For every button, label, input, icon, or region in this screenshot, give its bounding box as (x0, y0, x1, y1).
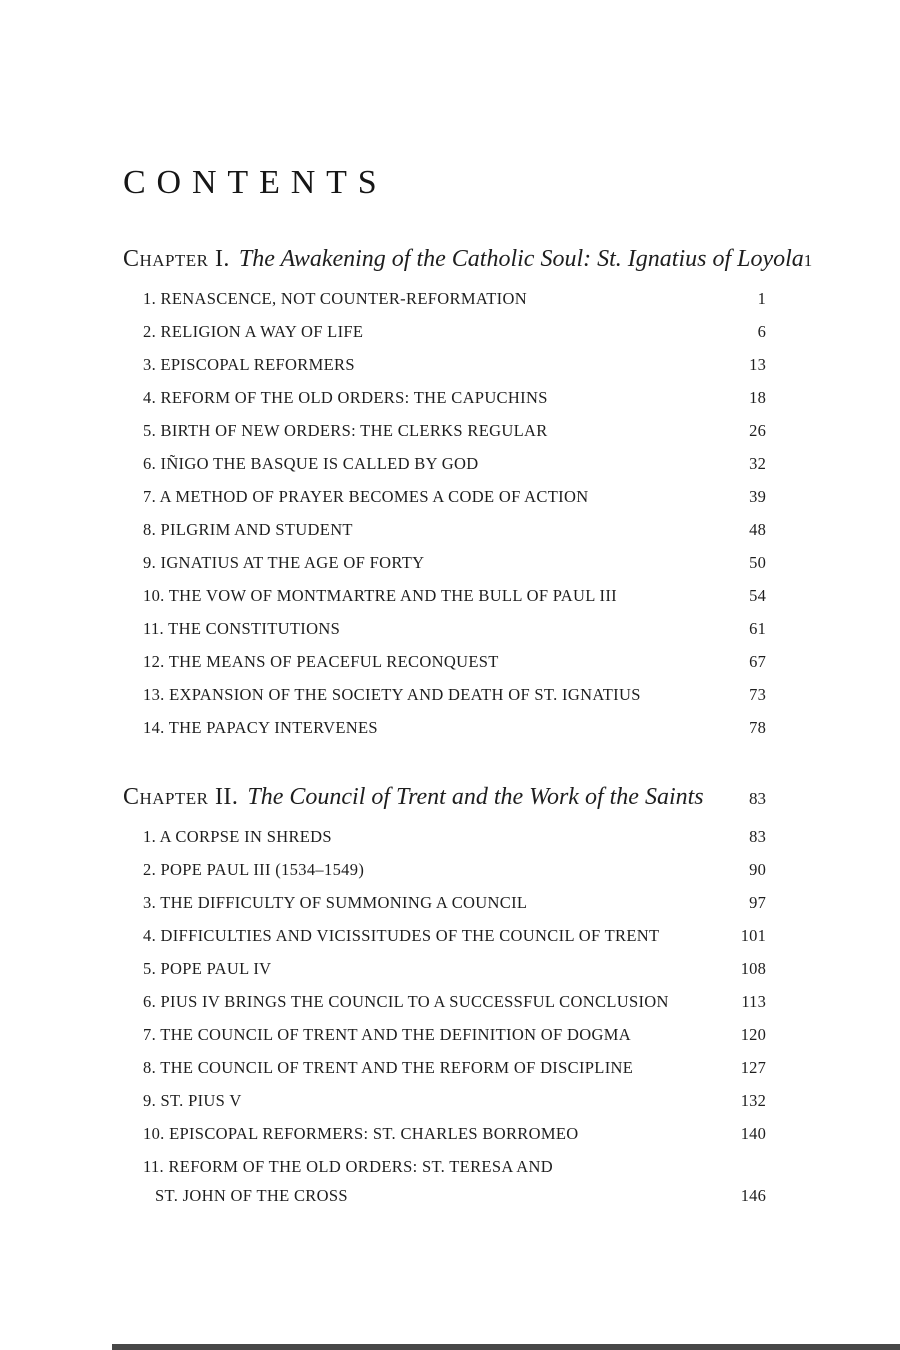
toc-entry (123, 487, 766, 506)
toc-entry (123, 619, 766, 638)
toc-entry (123, 827, 766, 846)
toc-entry-line2: ST. JOHN OF THE CROSS (155, 1186, 348, 1205)
toc-entry-label: 8. PILGRIM AND STUDENT (143, 520, 353, 539)
toc-entry-page: 61 (749, 619, 766, 638)
toc-entry (123, 421, 766, 440)
toc-entry-label (143, 1157, 553, 1205)
toc-entry (123, 652, 766, 671)
toc-entry (123, 685, 766, 704)
toc-entry (123, 1157, 766, 1205)
toc-entry-page: 90 (749, 860, 766, 879)
toc-entry-page: 73 (749, 685, 766, 704)
toc-entry-label: 10. EPISCOPAL REFORMERS: ST. CHARLES BORROMEO (143, 1124, 579, 1143)
toc-entry-label: 13. EXPANSION OF THE SOCIETY AND DEATH OF ST. IGNATIUS (143, 685, 641, 704)
toc-entry-page: 13 (749, 355, 766, 374)
toc-entry-page: 18 (749, 388, 766, 407)
toc-entry-label: 7. THE COUNCIL OF TRENT AND THE DEFINITION OF DOGMA (143, 1025, 631, 1044)
toc-entry-label: 5. BIRTH OF NEW ORDERS: THE CLERKS REGULAR (143, 421, 548, 440)
toc-entry-page: 108 (740, 959, 766, 978)
toc-entry (123, 992, 766, 1011)
toc-entry-page: 67 (749, 652, 766, 671)
toc-entry (123, 454, 766, 473)
toc-entry-label: 3. THE DIFFICULTY OF SUMMONING A COUNCIL (143, 893, 528, 912)
toc-entry (123, 926, 766, 945)
toc-entry-label: 1. A CORPSE IN SHREDS (143, 827, 332, 846)
toc-entry (123, 388, 766, 407)
toc-entry (123, 893, 766, 912)
toc-entry-page: 26 (749, 421, 766, 440)
toc-entry-label: 2. RELIGION A WAY OF LIFE (143, 322, 364, 341)
toc-entry (123, 1025, 766, 1044)
toc-entry (123, 553, 766, 572)
toc-entry-page: 83 (749, 827, 766, 846)
toc-entry-label: 4. REFORM OF THE OLD ORDERS: THE CAPUCHINS (143, 388, 548, 407)
page-bottom-edge-shadow (112, 1344, 900, 1350)
chapter-heading-text (123, 783, 704, 811)
toc-entry (123, 355, 766, 374)
toc-entry-page: 1 (757, 289, 766, 308)
toc-entry-label: 4. DIFFICULTIES AND VICISSITUDES OF THE COUNCIL OF TRENT (143, 926, 660, 945)
toc-entry-page: 39 (749, 487, 766, 506)
toc-entry-label: 5. POPE PAUL IV (143, 959, 272, 978)
toc-entry-page: 120 (740, 1025, 766, 1044)
toc-entry (123, 718, 766, 737)
toc-entry-line1: 11. REFORM OF THE OLD ORDERS: ST. TERESA AND (143, 1157, 553, 1176)
chapter-label: Chapter I. (123, 246, 230, 272)
toc-entry-label: 10. THE VOW OF MONTMARTRE AND THE BULL OF PAUL III (143, 586, 618, 605)
chapter-heading (123, 245, 813, 275)
toc-entry (123, 289, 766, 308)
toc-entry-label: 8. THE COUNCIL OF TRENT AND THE REFORM OF DISCIPLINE (143, 1058, 634, 1077)
chapter-title: The Council of Trent and the Work of the Saints (247, 784, 704, 810)
chapter-heading-text (123, 245, 804, 273)
chapter-title: The Awakening of the Catholic Soul: St. Ignatius of Loyola (238, 246, 804, 272)
toc-entry-page: 32 (749, 454, 766, 473)
toc-entry-page: 48 (749, 520, 766, 539)
toc-entry-label: 12. THE MEANS OF PEACEFUL RECONQUEST (143, 652, 499, 671)
toc-entry-page: 50 (749, 553, 766, 572)
toc-entry (123, 1058, 766, 1077)
toc-entry-page: 146 (740, 1186, 766, 1205)
toc-entry-label: 1. RENASCENCE, NOT COUNTER-REFORMATION (143, 289, 527, 308)
toc-entry-page: 113 (741, 992, 766, 1011)
toc-entry-label: 2. POPE PAUL III (1534–1549) (143, 860, 365, 879)
toc-entry-label: 6. PIUS IV BRINGS THE COUNCIL TO A SUCCESSFUL CONCLUSION (143, 992, 669, 1011)
chapter-page-number: 83 (749, 789, 766, 808)
chapter-page-number: 1 (803, 251, 813, 270)
toc-entry-page: 54 (749, 586, 766, 605)
toc-entry (123, 959, 766, 978)
toc-entry-label: 11. THE CONSTITUTIONS (143, 619, 341, 638)
toc-entry-label: 14. THE PAPACY INTERVENES (143, 718, 378, 737)
toc-page (123, 0, 813, 1205)
toc-entry-label: 9. ST. PIUS V (143, 1091, 242, 1110)
toc-entry-page: 101 (740, 926, 766, 945)
toc-entry-page: 127 (740, 1058, 766, 1077)
toc-entry-page: 132 (740, 1091, 766, 1110)
page-title: CONTENTS (123, 164, 388, 201)
toc-entry-label: 6. IÑIGO THE BASQUE IS CALLED BY GOD (143, 454, 479, 473)
chapter-heading (123, 783, 766, 813)
toc-entry-page: 6 (757, 322, 766, 341)
chapter-label: Chapter II. (123, 784, 239, 810)
toc-entry (123, 520, 766, 539)
toc-entry-page: 140 (740, 1124, 766, 1143)
toc-entry-label: 7. A METHOD OF PRAYER BECOMES A CODE OF ACTION (143, 487, 589, 506)
toc-entry (123, 860, 766, 879)
toc-entry-page: 97 (749, 893, 766, 912)
toc-entry-page: 78 (749, 718, 766, 737)
toc-entry (123, 586, 766, 605)
toc-entry (123, 1124, 766, 1143)
toc-entry-label: 3. EPISCOPAL REFORMERS (143, 355, 355, 374)
toc-entry (123, 322, 766, 341)
toc-entry-label: 9. IGNATIUS AT THE AGE OF FORTY (143, 553, 425, 572)
toc-entry (123, 1091, 766, 1110)
